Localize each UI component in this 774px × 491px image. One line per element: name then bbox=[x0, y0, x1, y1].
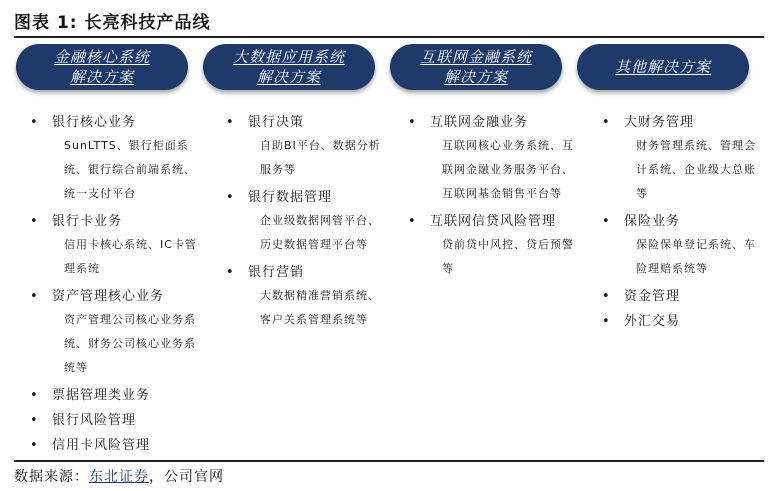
list-item bbox=[598, 114, 766, 206]
bullet: • bbox=[408, 214, 416, 229]
bullet: • bbox=[30, 115, 38, 130]
pill-line2: 解决方案 bbox=[69, 68, 134, 86]
pill-line2: 解决方案 bbox=[256, 68, 321, 86]
item-detail: SunLTTS、银行柜面系统、银行综合前端系统、统一支付平台 bbox=[64, 139, 196, 200]
item-label: 银行决策 bbox=[248, 115, 305, 130]
item-label: 保险业务 bbox=[624, 214, 681, 229]
bullet: • bbox=[226, 115, 234, 130]
list-item bbox=[26, 437, 198, 455]
item-detail: 信用卡核心系统、IC卡管理系统 bbox=[64, 238, 197, 275]
category-pill-other bbox=[577, 44, 749, 90]
item-label: 外汇交易 bbox=[624, 314, 681, 329]
bullet: • bbox=[602, 289, 610, 304]
item-detail: 企业级数据网管平台、历史数据管理平台等 bbox=[260, 214, 380, 251]
list-item bbox=[598, 288, 766, 306]
bullet: • bbox=[30, 413, 38, 428]
source-link[interactable]: 东北证券 bbox=[89, 469, 149, 485]
bullet: • bbox=[30, 289, 38, 304]
bullet: • bbox=[602, 214, 610, 229]
bullet: • bbox=[226, 265, 234, 280]
column-internet-finance bbox=[404, 114, 576, 288]
bullet: • bbox=[602, 115, 610, 130]
list-item bbox=[26, 412, 198, 430]
item-label: 互联网金融业务 bbox=[430, 115, 529, 130]
item-label: 银行数据管理 bbox=[248, 190, 333, 205]
figure-title: 图表 1: 长亮科技产品线 bbox=[14, 13, 211, 33]
list-item bbox=[404, 213, 576, 281]
bullet: • bbox=[602, 314, 610, 329]
bullet: • bbox=[30, 388, 38, 403]
item-detail: 大数据精准营销系统、客户关系管理系统等 bbox=[260, 289, 380, 326]
top-rule bbox=[14, 36, 764, 38]
category-pill-big-data bbox=[203, 44, 375, 90]
source-suffix: ，公司官网 bbox=[149, 469, 224, 485]
list-item bbox=[222, 264, 390, 332]
item-detail: 自助BI平台、数据分析服务等 bbox=[260, 139, 381, 176]
source-note bbox=[14, 466, 224, 486]
item-label: 互联网信贷风险管理 bbox=[430, 214, 557, 229]
item-label: 资产管理核心业务 bbox=[52, 289, 165, 304]
item-detail: 财务管理系统、管理会计系统、企业级大总账等 bbox=[636, 139, 756, 200]
list-item bbox=[26, 213, 198, 281]
pill-line1: 其他解决方案 bbox=[614, 58, 711, 76]
list-item bbox=[222, 189, 390, 257]
item-detail: 资产管理公司核心业务系统、财务公司核心业务系统等 bbox=[64, 313, 196, 374]
item-label: 银行卡业务 bbox=[52, 214, 123, 229]
item-label: 银行风险管理 bbox=[52, 413, 137, 428]
bottom-rule bbox=[14, 460, 764, 462]
bullet: • bbox=[226, 190, 234, 205]
pill-line1: 金融核心系统 bbox=[53, 48, 150, 66]
bullet: • bbox=[408, 115, 416, 130]
bullet: • bbox=[30, 438, 38, 453]
bullet: • bbox=[30, 214, 38, 229]
item-detail: 互联网核心业务系统、互联网金融业务服务平台、互联网基金销售平台等 bbox=[442, 139, 574, 200]
pill-line1: 互联网金融系统 bbox=[419, 48, 532, 66]
item-label: 资金管理 bbox=[624, 289, 681, 304]
list-item bbox=[26, 387, 198, 405]
item-label: 大财务管理 bbox=[624, 115, 695, 130]
item-detail: 保险保单登记系统、车险理赔系统等 bbox=[636, 238, 756, 275]
list-item bbox=[26, 114, 198, 206]
pill-line2: 解决方案 bbox=[443, 68, 508, 86]
item-label: 银行核心业务 bbox=[52, 115, 137, 130]
item-label: 票据管理类业务 bbox=[52, 388, 151, 403]
item-label: 信用卡风险管理 bbox=[52, 438, 151, 453]
column-big-data bbox=[222, 114, 390, 339]
column-financial-core bbox=[26, 114, 198, 462]
column-other bbox=[598, 114, 766, 338]
item-label: 银行营销 bbox=[248, 265, 305, 280]
list-item bbox=[598, 313, 766, 331]
list-item bbox=[222, 114, 390, 182]
pill-line1: 大数据应用系统 bbox=[232, 48, 345, 66]
item-detail: 贷前贷中风控、贷后预警等 bbox=[442, 238, 574, 275]
list-item bbox=[404, 114, 576, 206]
source-prefix: 数据来源： bbox=[14, 469, 89, 485]
list-item bbox=[26, 288, 198, 380]
list-item bbox=[598, 213, 766, 281]
category-pill-internet-finance bbox=[390, 44, 562, 90]
category-pill-financial-core bbox=[16, 44, 188, 90]
